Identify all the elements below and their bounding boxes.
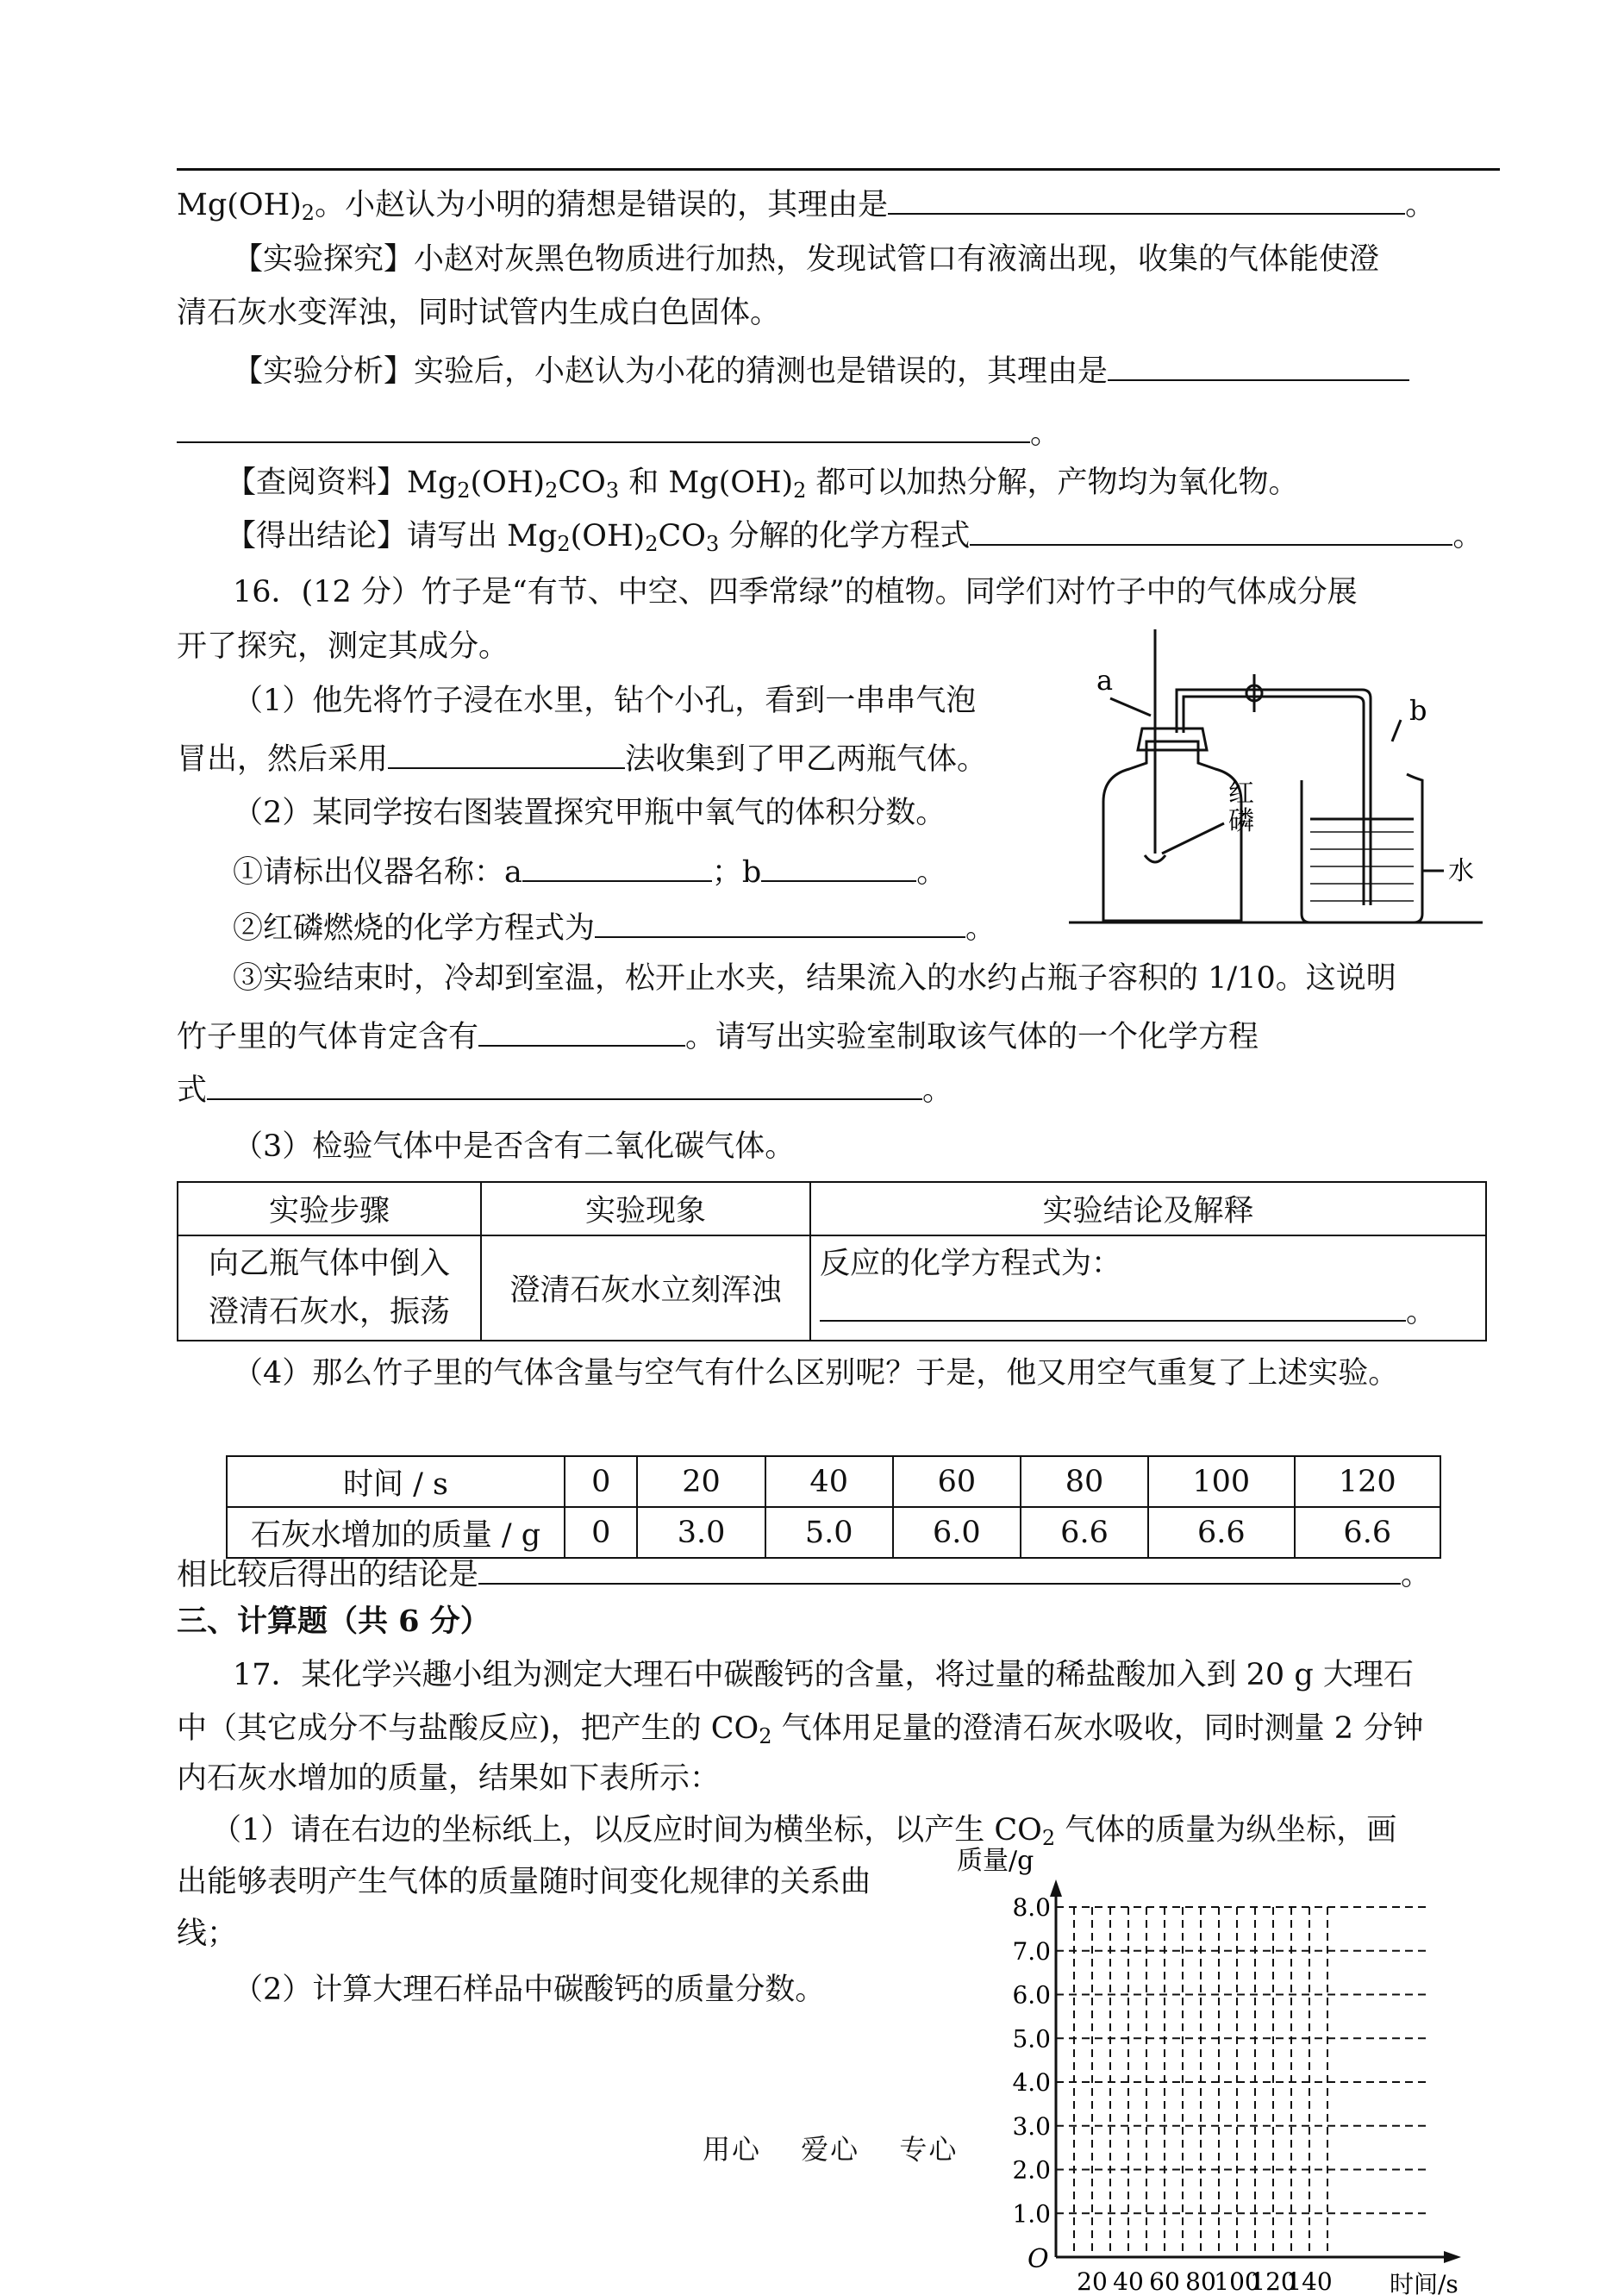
answer-blank[interactable] <box>970 515 1452 546</box>
text-line: 。 <box>177 412 1060 453</box>
table-cell: 40 <box>765 1456 893 1507</box>
table-cell-step: 向乙瓶气体中倒入 澄清石灰水，振荡 <box>178 1235 481 1341</box>
table-cell: 6.6 <box>1021 1507 1148 1558</box>
text-line: 清石灰水变浑浊，同时试管内生成白色固体。 <box>177 296 781 330</box>
grid-origin-label: O <box>1027 2244 1049 2274</box>
text-line: 开了探究，测定其成分。 <box>177 629 509 664</box>
answer-blank[interactable] <box>478 1554 1401 1585</box>
text-line: 冒出，然后采用 法收集到了甲乙两瓶气体。 <box>177 738 987 779</box>
grid-y-tick: 5.0 <box>1012 2024 1051 2054</box>
text-line: 相比较后得出的结论是 。 <box>177 1554 1431 1595</box>
text-line: 【实验探究】小赵对灰黑色物质进行加热，发现试管口有液滴出现，收集的气体能使澄 <box>233 242 1380 277</box>
answer-blank[interactable] <box>595 907 965 938</box>
text-line: 【实验分析】实验后，小赵认为小花的猜测也是错误的，其理由是 <box>233 350 1409 391</box>
grid-y-tick: 1.0 <box>1012 2199 1051 2229</box>
table-header: 实验步骤 <box>178 1182 481 1235</box>
answer-blank[interactable] <box>522 851 712 882</box>
grid-x-tick: 60 <box>1149 2267 1180 2295</box>
header-rule <box>177 168 1500 171</box>
answer-blank[interactable] <box>761 851 916 882</box>
grid-x-label: 时间/s <box>1390 2270 1458 2295</box>
page-footer: 用心 爱心 专心 <box>703 2133 959 2166</box>
apparatus-diagram <box>1060 621 1491 931</box>
section-title: 三、计算题（共 6 分） <box>177 1604 490 1639</box>
text-line: （3）检验气体中是否含有二氧化碳气体。 <box>233 1129 796 1164</box>
table-cell: 80 <box>1021 1456 1148 1507</box>
text-line: ③实验结束时，冷却到室温，松开止水夹，结果流入的水约占瓶子容积的 1/10。这说明 <box>233 961 1396 996</box>
collection-bottle <box>1103 741 1241 921</box>
text-line: 16．(12 分）竹子是“有节、中空、四季常绿”的植物。同学们对竹子中的气体成分展 <box>233 575 1358 610</box>
table-cell-phenomenon: 澄清石灰水立刻浑浊 <box>481 1235 810 1341</box>
rubber-stopper <box>1138 729 1207 750</box>
grid-x-tick: 20 <box>1077 2267 1108 2295</box>
apparatus-label-a: a <box>1096 664 1114 697</box>
table-cell: 20 <box>637 1456 765 1507</box>
x-axis-arrow <box>1444 2251 1461 2263</box>
text-line: 线； <box>177 1917 238 1951</box>
grid-y-tick: 8.0 <box>1012 1893 1051 1922</box>
grid-y-tick: 2.0 <box>1012 2155 1051 2185</box>
combustion-spoon <box>1145 855 1165 862</box>
table-cell: 3.0 <box>637 1507 765 1558</box>
answer-blank[interactable] <box>177 412 1030 443</box>
text-line: 【查阅资料】$Mg_2(OH)_2CO_3$ 和 $Mg(OH)_2$ 都可以加热分解，产物均为氧化物。 <box>226 466 1299 503</box>
text-line: 17．某化学兴趣小组为测定大理石中碳酸钙的含量，将过量的稀盐酸加入到 20 g 大理石 <box>233 1658 1414 1692</box>
table-cell: 0 <box>565 1456 637 1507</box>
table-cell: 时间 / s <box>227 1456 565 1507</box>
text-line: 中（其它成分不与盐酸反应)，把产生的 $CO_2$ 气体用足量的澄清石灰水吸收，同时测量 2 分钟 <box>177 1711 1424 1748</box>
grid-x-tick: 100 <box>1214 2267 1260 2295</box>
table-header: 实验结论及解释 <box>810 1182 1486 1235</box>
table-cell: 6.6 <box>1148 1507 1294 1558</box>
text-line: 内石灰水增加的质量，结果如下表所示： <box>177 1761 721 1796</box>
grid-y-label: 质量/g <box>957 1846 1034 1876</box>
table-cell: 60 <box>893 1456 1021 1507</box>
connecting-tube-inner <box>1184 697 1364 905</box>
text-line: 式 。 <box>177 1069 953 1110</box>
table-cell: 6.6 <box>1295 1507 1440 1558</box>
beaker <box>1302 774 1422 922</box>
phosphorus-label: 红 <box>1228 779 1254 809</box>
text-line: 【得出结论】请写出 $Mg_2(OH)_2CO_3$ 分解的化学方程式 。 <box>226 515 1483 564</box>
y-axis-arrow <box>1050 1879 1062 1897</box>
table-cell: 0 <box>565 1507 637 1558</box>
grid-x-tick: 120 <box>1250 2267 1296 2295</box>
text-line: ②红磷燃烧的化学方程式为 。 <box>233 907 996 948</box>
table-cell: 石灰水增加的质量 / g <box>227 1507 565 1558</box>
text-line: （4）那么竹子里的气体含量与空气有什么区别呢？于是，他又用空气重复了上述实验。 <box>233 1356 1399 1391</box>
label-leader-a <box>1110 698 1151 716</box>
grid-y-tick: 4.0 <box>1012 2068 1051 2097</box>
grid-x-tick: 80 <box>1185 2267 1216 2295</box>
grid-x-tick: 140 <box>1286 2267 1333 2295</box>
grid-x-tick: 40 <box>1113 2267 1144 2295</box>
grid-y-tick: 3.0 <box>1012 2111 1051 2141</box>
table-cell: 120 <box>1295 1456 1440 1507</box>
answer-blank[interactable] <box>388 738 625 769</box>
answer-blank[interactable] <box>1108 350 1409 381</box>
text-line: $Mg(OH)_2$。小赵认为小明的猜想是错误的，其理由是 。 <box>177 184 1435 233</box>
text-line: （1）请在右边的坐标纸上，以反应时间为横坐标，以产生 $CO_2$ 气体的质量为纵坐标，画 <box>211 1813 1397 1850</box>
label-leader-b <box>1392 720 1401 741</box>
table-cell: 6.0 <box>893 1507 1021 1558</box>
water-label: 水 <box>1448 856 1474 886</box>
answer-blank[interactable] <box>478 1016 685 1047</box>
phosphorus-label: 磷 <box>1228 806 1254 836</box>
table-cell-conclusion: 反应的化学方程式为： 。 <box>810 1235 1486 1341</box>
text-line: （1）他先将竹子浸在水里，钻个小孔，看到一串串气泡 <box>233 684 977 718</box>
time-mass-table <box>226 1455 1441 1559</box>
table-cell: 5.0 <box>765 1507 893 1558</box>
table-cell: 100 <box>1148 1456 1294 1507</box>
connecting-tube <box>1177 690 1371 905</box>
answer-blank[interactable] <box>207 1069 922 1100</box>
coordinate-grid <box>948 1845 1603 2295</box>
table-header: 实验现象 <box>481 1182 810 1235</box>
grid-y-tick: 6.0 <box>1012 1980 1051 2010</box>
text-line: 出能够表明产生气体的质量随时间变化规律的关系曲 <box>177 1865 871 1899</box>
grid-y-tick: 7.0 <box>1012 1936 1051 1966</box>
answer-blank[interactable] <box>888 184 1405 215</box>
text-line: （2）某同学按右图装置探究甲瓶中氧气的体积分数。 <box>233 796 946 830</box>
apparatus-label-b: b <box>1409 694 1427 727</box>
co2-test-table <box>177 1181 1487 1341</box>
text-line: ①请标出仪器名称：a ；b 。 <box>233 851 946 892</box>
text-line: 竹子里的气体肯定含有 。请写出实验室制取该气体的一个化学方程 <box>177 1016 1259 1057</box>
answer-blank[interactable] <box>820 1291 1406 1322</box>
label-leader-phosphorus <box>1162 823 1224 854</box>
text-line: （2）计算大理石样品中碳酸钙的质量分数。 <box>233 1973 826 2007</box>
